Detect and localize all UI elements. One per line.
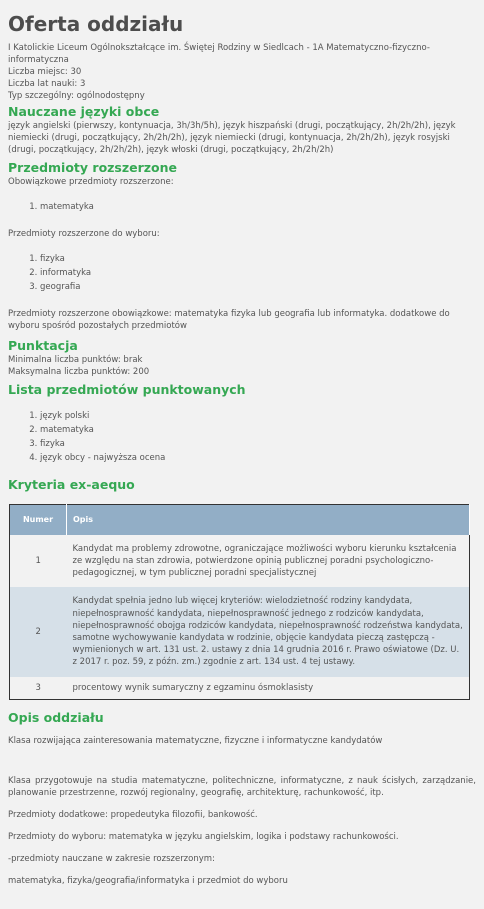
- description-paragraph: Przedmioty dodatkowe: propedeutyka filozofii, bankowość.: [8, 809, 258, 820]
- min-points: Minimalna liczba punktów: brak: [8, 355, 143, 365]
- optional-list: [8, 252, 476, 294]
- description-heading: Opis oddziału: [8, 709, 104, 725]
- row-number: 1: [10, 535, 67, 587]
- page-title: Oferta oddziału: [8, 12, 184, 36]
- school-info: [8, 42, 476, 102]
- list-item: 2. matematyka: [40, 423, 476, 437]
- points-heading: Punktacja: [8, 338, 78, 353]
- row-description: Kandydat spełnia jedno lub więcej kryteriów: wielodzietność rodziny kandydata, niepełnosprawność kandydata, niepełnosprawność jednego z rodziców kandydata, niepełnosprawność obojga rodziców kandydata, niepełnosprawność rodzeństwa kandydata, samotne wychowywanie kandydata w rodzinie, objęcie kandydata pieczą zastępczą - wymienionych w art. 131 ust. 2. ustawy z dnia 14 grudnia 2016 r. Prawo oświatowe (Dz. U. z 2017 r. poz. 59, z późn. zm.) zgodnie z art. 134 ust. 4 tej ustawy.: [67, 587, 470, 677]
- column-header-description: Opis: [67, 505, 470, 536]
- list-item: 3. geografia: [40, 280, 476, 294]
- description-section: [8, 710, 476, 887]
- languages-text: język angielski (pierwszy, kontynuacja, 3h/3h/5h), język hiszpański (drugi, początkujący, 2h/2h/2h), język niemiecki (drugi, początkujący, 2h/2h/2h), język niemiecki (drugi, kontynuacja, 2h/2h/2h), język rosyjski (drugi, początkujący, 2h/2h/2h), język włoski (drugi, początkujący, 2h/2h/2h): [8, 121, 456, 155]
- list-item: 4. język obcy - najwyższa ocena: [40, 451, 476, 465]
- max-points: Maksymalna liczba punktów: 200: [8, 367, 150, 377]
- criteria-heading: Kryteria ex-aequo: [8, 477, 135, 492]
- subjects-list: [8, 409, 476, 465]
- list-item: 1. język polski: [40, 409, 476, 423]
- list-item: 2. informatyka: [40, 266, 476, 280]
- table-row: [10, 587, 470, 677]
- description-paragraph: Klasa rozwijająca zainteresowania matematyczne, fizyczne i informatyczne kandydatów: [8, 735, 383, 746]
- row-description: Kandydat ma problemy zdrowotne, ograniczające możliwości wyboru kierunku kształcenia ze względu na stan zdrowia, potwierdzone opinią publicznej poradni psychologiczno-pedagogicznej, w tym publicznej poradni specjalistycznej: [67, 535, 470, 587]
- description-paragraph: -przedmioty nauczane w zakresie rozszerzonym:: [8, 853, 215, 864]
- special-type: Typ szczególny: ogólnodostępny: [8, 91, 145, 101]
- optional-label: Przedmioty rozszerzone do wyboru:: [8, 229, 160, 239]
- row-number: 3: [10, 677, 67, 699]
- list-item: 1. fizyka: [40, 252, 476, 266]
- description-paragraph: matematyka, fizyka/geografia/informatyka i przedmiot do wyboru: [8, 875, 288, 886]
- table-row: [10, 677, 470, 699]
- subjects-heading: Lista przedmiotów punktowanych: [8, 382, 246, 397]
- mandatory-list: [8, 200, 476, 214]
- row-description: procentowy wynik sumaryczny z egzaminu ósmoklasisty: [67, 677, 470, 699]
- table-row: [10, 535, 470, 587]
- mandatory-label: Obowiązkowe przedmioty rozszerzone:: [8, 177, 174, 187]
- row-number: 2: [10, 587, 67, 677]
- list-item: 1. matematyka: [40, 200, 476, 214]
- description-paragraph: Przedmioty do wyboru: matematyka w języku angielskim, logika i podstawy rachunkowości.: [8, 831, 399, 842]
- extended-heading: Przedmioty rozszerzone: [8, 160, 178, 175]
- table-header-row: [10, 505, 470, 536]
- extended-note: Przedmioty rozszerzone obowiązkowe: matematyka fizyka lub geografia lub informatyka. dodatkowe do wyboru spośród pozostałych przedmiotów: [8, 309, 450, 331]
- list-item: 3. fizyka: [40, 437, 476, 451]
- criteria-table: [9, 504, 470, 700]
- description-paragraph: Klasa przygotowuje na studia matematyczne, politechniczne, informatyczne, z nauk ścisłych, zarządzanie, planowanie przestrzenne, rozwój regionalny, geografię, architekturę, rachunkowość, itp.: [8, 775, 476, 798]
- school-line: I Katolickie Liceum Ogólnokształcące im. Świętej Rodziny w Siedlcach - 1A Matematyczno-fizyczno-informatyczna: [8, 43, 430, 65]
- languages-heading: Nauczane języki obce: [8, 104, 160, 119]
- places-count: Liczba miejsc: 30: [8, 67, 82, 77]
- years-count: Liczba lat nauki: 3: [8, 79, 86, 89]
- column-header-number: Numer: [10, 505, 67, 536]
